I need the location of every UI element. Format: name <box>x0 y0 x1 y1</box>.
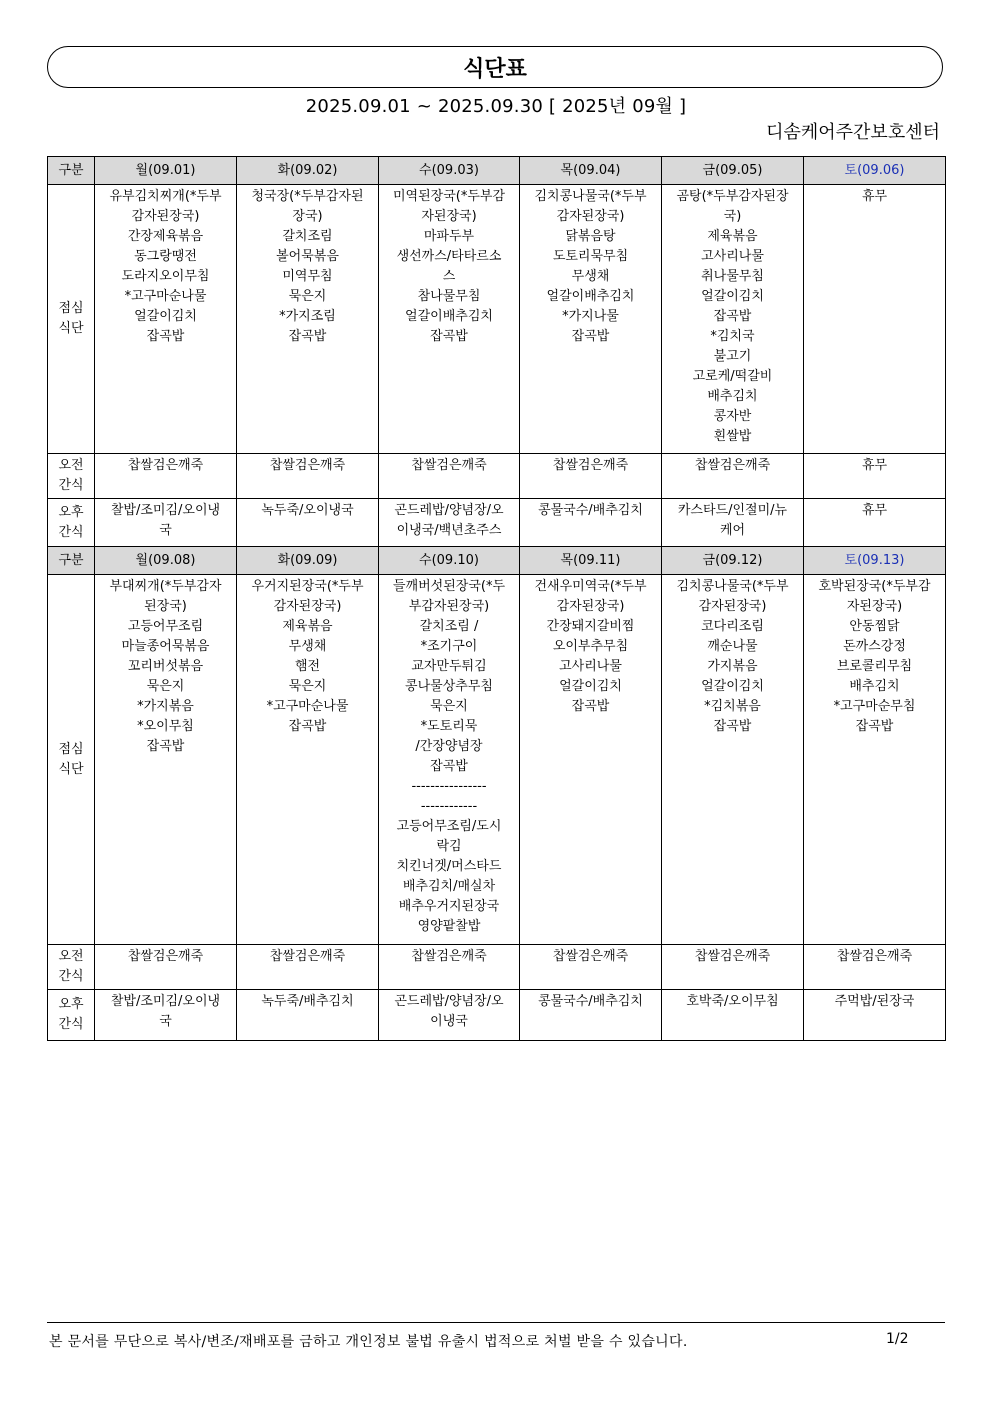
meal-cell <box>379 499 520 547</box>
day-header: 토(09.06) <box>804 157 946 185</box>
menu-item: 찹쌀검은깨죽 <box>411 949 487 964</box>
menu-item: 잡곡밥 <box>146 739 185 754</box>
menu-item: 고사리나물 <box>559 659 622 674</box>
menu-item: 묵은지 <box>430 699 468 714</box>
menu-item: 휴무 <box>861 503 888 518</box>
menu-item: 간식 <box>58 969 84 984</box>
menu-item: 잡곡밥 <box>713 719 752 734</box>
menu-item: 묵은지 <box>146 679 185 694</box>
page-number: 1/2 <box>886 1331 909 1347</box>
menu-item: 건새우미역국(*두부 <box>534 579 647 594</box>
menu-item: 휴무 <box>861 189 888 204</box>
menu-item: 고로케/떡갈비 <box>692 369 773 384</box>
menu-item: 곤드레밥/양념장/오 <box>394 503 504 518</box>
lunch-row <box>48 185 946 454</box>
menu-item: 불고기 <box>713 349 752 364</box>
day-header: 금(09.12) <box>662 547 804 575</box>
menu-item: 무생채 <box>571 269 610 284</box>
menu-item: *가지볶음 <box>137 699 194 714</box>
menu-item: 잡곡밥 <box>571 699 610 714</box>
menu-item: 얼갈이김치 <box>134 309 197 324</box>
menu-item: 배추우거지된장국 <box>398 899 500 914</box>
menu-item: 미역된장국(*두부감 <box>392 189 506 204</box>
menu-item: 얼갈이김치 <box>559 679 622 694</box>
meal-cell <box>520 499 662 547</box>
category-label: 구분 <box>48 157 95 185</box>
menu-item: 묵은지 <box>288 289 327 304</box>
menu-item: 스 <box>442 269 456 284</box>
menu-item: 간장돼지갈비찜 <box>546 619 635 634</box>
menu-item: 콩물국수/배추김치 <box>538 503 643 518</box>
meal-cell <box>95 185 237 454</box>
meal-cell <box>237 945 379 990</box>
meal-cell <box>379 945 520 990</box>
menu-item: *가지나물 <box>562 309 619 324</box>
menu-item: 고등어무조림 <box>127 619 204 634</box>
menu-item: 흰쌀밥 <box>713 429 752 444</box>
menu-item: 생선까스/타타르소 <box>396 249 502 264</box>
menu-item: 녹두죽/배추김치 <box>261 994 354 1009</box>
menu-item: 브로콜리무침 <box>836 659 913 674</box>
menu-item: 자된장국) <box>846 599 903 614</box>
menu-item: 갈치조림 / <box>419 619 479 634</box>
menu-item: 잡곡밥 <box>288 329 327 344</box>
copyright-notice: 본 문서를 무단으로 복사/변조/재배포를 금하고 개인정보 불법 유출시 법적으로 처벌 받을 수 있습니다. <box>49 1334 688 1350</box>
meal-cell <box>379 990 520 1041</box>
menu-item: 콩나물상추무침 <box>405 679 493 694</box>
menu-item: 치킨너겟/머스타드 <box>396 859 502 874</box>
menu-item: 마늘종어묵볶음 <box>121 639 210 654</box>
meal-cell <box>237 990 379 1041</box>
meal-cell <box>237 499 379 547</box>
meal-cell <box>95 990 237 1041</box>
meal-cell <box>662 185 804 454</box>
menu-item: 락김 <box>436 839 462 854</box>
category-label: 구분 <box>48 547 95 575</box>
meal-cell <box>379 575 520 945</box>
menu-item: /간장양념장 <box>415 739 483 754</box>
day-header-row <box>48 157 946 185</box>
menu-item: 미역무침 <box>282 269 333 284</box>
menu-item: *김치볶음 <box>704 699 761 714</box>
menu-item: 얼갈이배추김치 <box>405 309 493 324</box>
meal-cell <box>237 454 379 499</box>
meal-cell <box>95 454 237 499</box>
menu-item: 이냉국 <box>430 1014 468 1029</box>
menu-item: 청국장(*두부감자된 <box>251 189 364 204</box>
menu-item: 호박된장국(*두부감 <box>818 579 931 594</box>
menu-item: 찹쌀검은깨죽 <box>552 949 629 964</box>
menu-item: 도토리묵무침 <box>552 249 629 264</box>
day-header: 월(09.08) <box>95 547 237 575</box>
menu-item: 찹쌀검은깨죽 <box>411 458 487 473</box>
menu-item: 녹두죽/오이냉국 <box>261 503 354 518</box>
day-header: 화(09.02) <box>237 157 379 185</box>
menu-item: *가지조림 <box>279 309 336 324</box>
menu-item: 잡곡밥 <box>430 329 468 344</box>
day-header-row <box>48 547 946 575</box>
menu-item: 오전 <box>58 458 84 473</box>
menu-item: 잡곡밥 <box>430 759 468 774</box>
menu-item: 케어 <box>719 523 746 538</box>
menu-item: 된장국) <box>144 599 187 614</box>
menu-item: 식단 <box>58 321 84 336</box>
menu-item: 가지볶음 <box>707 659 758 674</box>
day-header: 화(09.09) <box>237 547 379 575</box>
menu-item: 고사리나물 <box>701 249 764 264</box>
menu-item: 우거지된장국(*두부 <box>251 579 364 594</box>
menu-item: 영양팥찰밥 <box>417 919 481 934</box>
menu-item: 김치콩나물국(*두부 <box>676 579 789 594</box>
menu-item: 잡곡밥 <box>855 719 894 734</box>
pm-snack-row <box>48 990 946 1041</box>
menu-item: 장국) <box>292 209 323 224</box>
meal-cell <box>804 185 946 454</box>
menu-item: 찹쌀검은깨죽 <box>269 458 346 473</box>
menu-item: 교자만두튀김 <box>411 659 487 674</box>
menu-item: 무생채 <box>288 639 327 654</box>
day-header: 목(09.04) <box>520 157 662 185</box>
menu-item: ------------ <box>420 799 478 814</box>
menu-item: *고구마순무침 <box>833 699 916 714</box>
menu-item: 제육볶음 <box>282 619 333 634</box>
day-header: 수(09.03) <box>379 157 520 185</box>
menu-item: 찹쌀검은깨죽 <box>694 458 771 473</box>
menu-item: 볼어묵볶음 <box>276 249 339 264</box>
menu-item: 간식 <box>58 478 84 493</box>
menu-item: 오후 <box>58 997 84 1012</box>
row-label <box>48 185 95 454</box>
menu-item: *고구마순나물 <box>266 699 349 714</box>
menu-item: 마파두부 <box>423 229 475 244</box>
menu-item: 콩물국수/배추김치 <box>538 994 643 1009</box>
menu-item: 닭볶음탕 <box>565 229 616 244</box>
menu-item: 잡곡밥 <box>571 329 610 344</box>
row-label <box>48 575 95 945</box>
meal-cell <box>95 575 237 945</box>
menu-item: 들깨버섯된장국(*두 <box>392 579 506 594</box>
menu-item: *오이무침 <box>137 719 194 734</box>
menu-item: 감자된장국) <box>273 599 342 614</box>
menu-item: 부감자된장국) <box>408 599 490 614</box>
document-title: 식단표 <box>47 46 943 88</box>
menu-item: 김치콩나물국(*두부 <box>534 189 647 204</box>
meal-cell <box>379 454 520 499</box>
menu-item: 코다리조림 <box>701 619 764 634</box>
meal-cell <box>662 945 804 990</box>
menu-item: 식단 <box>58 761 84 777</box>
menu-item: 점심 <box>58 301 84 316</box>
row-label <box>48 454 95 499</box>
meal-cell <box>662 990 804 1041</box>
am-snack-row <box>48 945 946 990</box>
menu-item: 잡곡밥 <box>288 719 327 734</box>
menu-item: 자된장국) <box>421 209 477 224</box>
meal-cell <box>804 499 946 547</box>
menu-item: 감자된장국) <box>698 599 767 614</box>
menu-item: 얼갈이김치 <box>701 289 764 304</box>
meal-plan-table <box>47 156 946 1041</box>
menu-item: *고구마순나물 <box>124 289 207 304</box>
menu-item: 간장제육볶음 <box>127 229 204 244</box>
meal-cell <box>237 575 379 945</box>
menu-item: 휴무 <box>861 458 888 473</box>
menu-item: 국 <box>159 1014 172 1029</box>
menu-item: 배추김치/매실차 <box>402 879 496 894</box>
menu-item: 얼갈이배추김치 <box>546 289 635 304</box>
meal-cell <box>662 575 804 945</box>
meal-cell <box>520 990 662 1041</box>
menu-item: 동그랑땡전 <box>134 249 197 264</box>
menu-item: 잡곡밥 <box>146 329 185 344</box>
meal-cell <box>237 185 379 454</box>
meal-cell <box>804 575 946 945</box>
menu-item: 묵은지 <box>288 679 327 694</box>
meal-cell <box>662 454 804 499</box>
menu-item: 취나물무침 <box>701 269 764 284</box>
menu-item: 오이부추무침 <box>552 639 629 654</box>
menu-item: 간식 <box>58 524 84 540</box>
meal-cell <box>95 499 237 547</box>
menu-item: *조기구이 <box>420 639 478 654</box>
menu-item: 배추김치 <box>849 679 900 694</box>
menu-item: 햄전 <box>294 659 321 674</box>
menu-item: 호박죽/오이무침 <box>686 994 779 1009</box>
meal-cell <box>804 454 946 499</box>
menu-item: 오전 <box>58 949 84 964</box>
meal-cell <box>520 454 662 499</box>
menu-item: 감자된장국) <box>131 209 200 224</box>
am-snack-row <box>48 454 946 499</box>
menu-item: 부대찌개(*두부감자 <box>109 579 222 594</box>
menu-item: 제육볶음 <box>707 229 758 244</box>
row-label <box>48 945 95 990</box>
menu-item: 얼갈이김치 <box>701 679 764 694</box>
meal-cell <box>379 185 520 454</box>
center-name: 디솜케어주간보호센터 <box>766 122 940 143</box>
meal-cell <box>804 990 946 1041</box>
row-label <box>48 990 95 1041</box>
menu-item: 주먹밥/된장국 <box>834 994 915 1009</box>
menu-item: 간식 <box>58 1017 84 1032</box>
menu-item: 찹쌀검은깨죽 <box>552 458 629 473</box>
lunch-row <box>48 575 946 945</box>
row-label <box>48 499 95 547</box>
menu-item: 고등어무조림/도시 <box>396 819 502 834</box>
menu-item: 깨순나물 <box>707 639 758 654</box>
menu-item: 이냉국/백년초주스 <box>396 523 502 538</box>
menu-item: 콩자반 <box>713 409 752 424</box>
menu-item: 배추김치 <box>707 389 758 404</box>
menu-item: 찹쌀검은깨죽 <box>127 949 204 964</box>
menu-item: *도토리묵 <box>420 719 478 734</box>
menu-item: 감자된장국) <box>556 599 625 614</box>
menu-period: 2025.09.01 ~ 2025.09.30 [ 2025년 09월 ] <box>305 96 687 117</box>
menu-item: 찰밥/조미김/오이냉 <box>110 503 221 518</box>
menu-item: 국 <box>159 523 172 538</box>
menu-item: 찹쌀검은깨죽 <box>694 949 771 964</box>
meal-cell <box>520 575 662 945</box>
meal-cell <box>804 945 946 990</box>
menu-item: 찹쌀검은깨죽 <box>269 949 346 964</box>
meal-cell <box>95 945 237 990</box>
pm-snack-row <box>48 499 946 547</box>
menu-item: 찰밥/조미김/오이냉 <box>110 994 221 1009</box>
menu-item: 오후 <box>58 504 84 520</box>
menu-item: 안동찜닭 <box>849 619 900 634</box>
footer-divider <box>47 1322 945 1323</box>
day-header: 토(09.13) <box>804 547 946 575</box>
day-header: 수(09.10) <box>379 547 520 575</box>
menu-item: 점심 <box>58 741 84 757</box>
menu-item: 국) <box>723 209 742 224</box>
menu-item: 찹쌀검은깨죽 <box>127 458 204 473</box>
menu-item: 갈치조림 <box>282 229 333 244</box>
meal-cell <box>520 945 662 990</box>
meal-cell <box>662 499 804 547</box>
menu-item: 꼬리버섯볶음 <box>127 659 204 674</box>
menu-item: *김치국 <box>710 329 755 344</box>
day-header: 금(09.05) <box>662 157 804 185</box>
menu-item: 유부김치찌개(*두부 <box>109 189 222 204</box>
menu-item: 카스타드/인절미/뉴 <box>677 503 788 518</box>
day-header: 목(09.11) <box>520 547 662 575</box>
menu-item: 돈까스강정 <box>843 639 906 654</box>
menu-item: ---------------- <box>411 779 487 794</box>
meal-cell <box>520 185 662 454</box>
menu-item: 찹쌀검은깨죽 <box>836 949 913 964</box>
menu-item: 도라지오이무침 <box>121 269 210 284</box>
day-header: 월(09.01) <box>95 157 237 185</box>
menu-item: 잡곡밥 <box>713 309 752 324</box>
menu-item: 참나물무침 <box>417 289 481 304</box>
menu-item: 곰탕(*두부감자된장 <box>676 189 789 204</box>
menu-item: 곤드레밥/양념장/오 <box>394 994 504 1009</box>
menu-item: 감자된장국) <box>556 209 625 224</box>
